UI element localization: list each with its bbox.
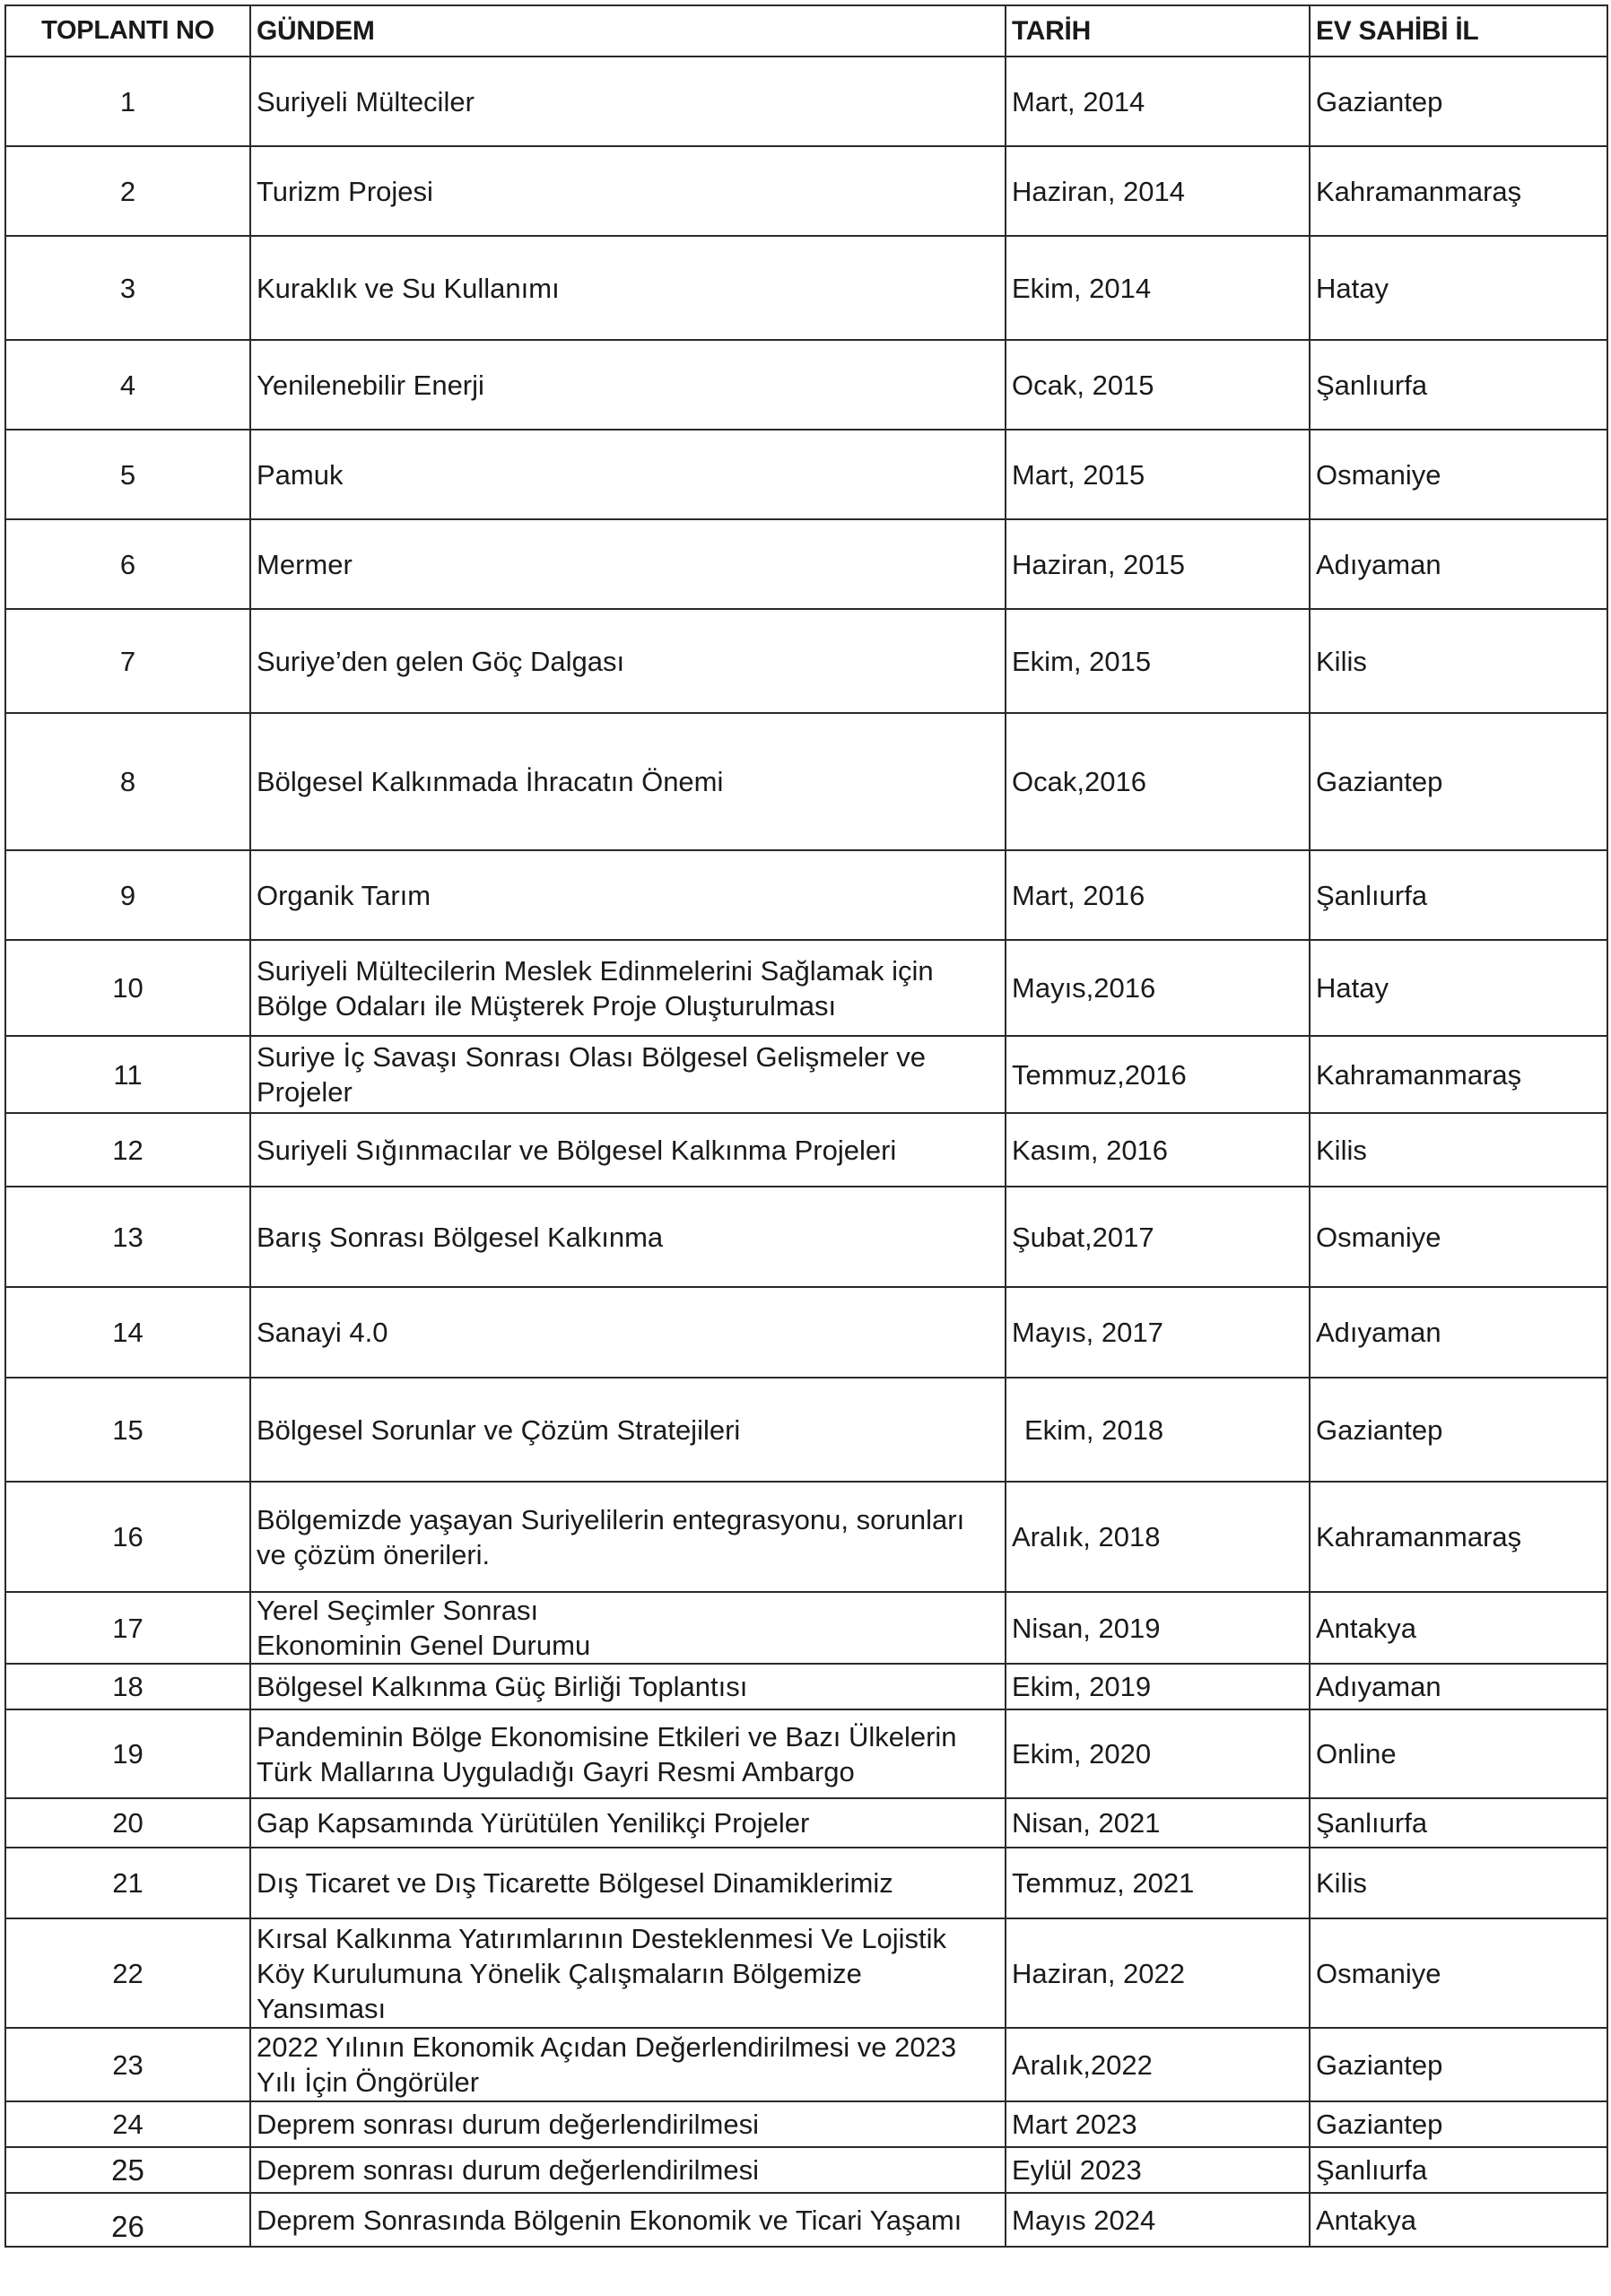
table-row: [5, 519, 1607, 609]
table-row: [5, 236, 1607, 340]
agenda-line: Ekonominin Genel Durumu: [257, 1630, 591, 1661]
agenda-line: Bölgemizde yaşayan Suriyelilerin entegrasyonu, sorunları: [257, 1503, 965, 1535]
host-city-cell: Kilis: [1310, 1113, 1607, 1187]
meeting-no-cell: 21: [5, 1848, 250, 1918]
date-text: Mayıs, 2017: [1012, 1317, 1163, 1348]
date-cell: [1006, 1592, 1310, 1664]
date-text: Mart 2023: [1012, 2109, 1137, 2140]
date-cell: [1006, 57, 1310, 146]
meeting-no-cell: 22: [5, 1918, 250, 2028]
host-city-cell: Kahramanmaraş: [1310, 1482, 1607, 1592]
date-cell: [1006, 430, 1310, 519]
host-city-cell: Gaziantep: [1310, 2101, 1607, 2147]
agenda-line: Suriyeli Mültecilerin Meslek Edinmelerini Sağlamak için: [257, 954, 934, 987]
date-cell: [1006, 2101, 1310, 2147]
date-cell: [1006, 1709, 1310, 1798]
agenda-line: Deprem Sonrasında Bölgenin Ekonomik ve Ticari Yaşamı: [257, 2204, 962, 2236]
agenda-line: Suriye İç Savaşı Sonrası Olası Bölgesel Gelişmeler ve: [257, 1041, 927, 1073]
date-text: Haziran, 2022: [1012, 1957, 1186, 1989]
meeting-no-cell: 1: [5, 57, 250, 146]
agenda-line: Bölgesel Kalkınma Güç Birliği Toplantısı: [257, 1671, 748, 1702]
agenda-cell: [250, 236, 1006, 340]
date-text: Ekim, 2020: [1012, 1738, 1152, 1770]
date-text: Ekim, 2019: [1012, 1671, 1152, 1702]
agenda-line: Deprem sonrası durum değerlendirilmesi: [257, 2154, 759, 2186]
agenda-cell: [250, 609, 1006, 713]
host-city-cell: Kilis: [1310, 1848, 1607, 1918]
host-city-cell: Hatay: [1310, 940, 1607, 1036]
table-row: [5, 57, 1607, 146]
agenda-cell: [250, 713, 1006, 850]
meeting-no-cell: 15: [5, 1378, 250, 1482]
host-city-cell: Kahramanmaraş: [1310, 146, 1607, 236]
date-text: Mayıs,2016: [1012, 972, 1156, 1004]
agenda-line: Barış Sonrası Bölgesel Kalkınma: [257, 1221, 664, 1253]
agenda-line: Yenilenebilir Enerji: [257, 369, 484, 401]
agenda-cell: [250, 1918, 1006, 2028]
date-cell: [1006, 940, 1310, 1036]
agenda-cell: [250, 2147, 1006, 2193]
table-header-row: [5, 5, 1607, 57]
date-text: Ekim, 2018: [1024, 1413, 1164, 1446]
agenda-cell: [250, 2101, 1006, 2147]
table-row: [5, 2028, 1607, 2101]
agenda-line: Köy Kurulumuna Yönelik Çalışmaların Bölgemize: [257, 1957, 862, 1989]
host-city-cell: Antakya: [1310, 2193, 1607, 2247]
date-cell: [1006, 146, 1310, 236]
meeting-no-cell: 25: [5, 2147, 250, 2193]
date-cell: [1006, 1848, 1310, 1918]
table-row: [5, 1848, 1607, 1918]
date-text: Haziran, 2014: [1012, 175, 1186, 207]
table-row: [5, 609, 1607, 713]
date-text: Mart, 2014: [1012, 85, 1145, 117]
date-text: Ocak,2016: [1012, 766, 1146, 797]
table-row: [5, 146, 1607, 236]
date-text: Aralık, 2018: [1012, 1521, 1161, 1552]
meeting-no-cell: 26: [5, 2193, 250, 2247]
header-meeting-no: TOPLANTI NO: [5, 5, 250, 57]
agenda-line: Suriyeli Sığınmacılar ve Bölgesel Kalkınma Projeleri: [257, 1134, 897, 1166]
date-cell: [1006, 1378, 1310, 1482]
date-cell: [1006, 1798, 1310, 1848]
agenda-cell: [250, 1187, 1006, 1287]
date-text: Aralık,2022: [1012, 2048, 1153, 2081]
date-cell: [1006, 1287, 1310, 1378]
date-text: Ocak, 2015: [1012, 369, 1154, 401]
table-row: [5, 1664, 1607, 1709]
agenda-line: Mermer: [257, 548, 353, 580]
agenda-line: Kırsal Kalkınma Yatırımlarının Desteklenmesi Ve Lojistik: [257, 1922, 946, 1954]
host-city-cell: Osmaniye: [1310, 1918, 1607, 2028]
host-city-cell: Şanlıurfa: [1310, 850, 1607, 940]
agenda-cell: [250, 940, 1006, 1036]
date-cell: [1006, 340, 1310, 430]
agenda-line: Bölgesel Sorunlar ve Çözüm Stratejileri: [257, 1413, 741, 1446]
meeting-no-cell: 9: [5, 850, 250, 940]
agenda-line: Turizm Projesi: [257, 175, 433, 207]
meeting-no-cell: 7: [5, 609, 250, 713]
date-cell: [1006, 519, 1310, 609]
meeting-no-cell: 2: [5, 146, 250, 236]
agenda-line: Deprem sonrası durum değerlendirilmesi: [257, 2109, 759, 2140]
agenda-line: Organik Tarım: [257, 879, 431, 911]
agenda-cell: [250, 340, 1006, 430]
agenda-line: Suriye’den gelen Göç Dalgası: [257, 645, 625, 677]
table-row: [5, 430, 1607, 519]
agenda-line: Kuraklık ve Su Kullanımı: [257, 272, 560, 304]
host-city-cell: Hatay: [1310, 236, 1607, 340]
meeting-no-cell: 12: [5, 1113, 250, 1187]
table-row: [5, 1798, 1607, 1848]
agenda-line: Pamuk: [257, 458, 344, 491]
meeting-no-cell: 4: [5, 340, 250, 430]
date-text: Ekim, 2014: [1012, 272, 1152, 304]
date-cell: [1006, 236, 1310, 340]
host-city-cell: Osmaniye: [1310, 430, 1607, 519]
agenda-cell: [250, 430, 1006, 519]
meeting-no-cell: 19: [5, 1709, 250, 1798]
date-cell: [1006, 1187, 1310, 1287]
date-cell: [1006, 2028, 1310, 2101]
table-row: [5, 1113, 1607, 1187]
agenda-line: Pandeminin Bölge Ekonomisine Etkileri ve Bazı Ülkelerin: [257, 1720, 957, 1752]
meeting-no-cell: 17: [5, 1592, 250, 1664]
host-city-cell: Osmaniye: [1310, 1187, 1607, 1287]
table-row: [5, 1187, 1607, 1287]
agenda-line: Projeler: [257, 1076, 353, 1108]
table-row: [5, 340, 1607, 430]
date-cell: [1006, 2147, 1310, 2193]
agenda-line: Yansıması: [257, 1992, 387, 2024]
agenda-cell: [250, 1287, 1006, 1378]
date-text: Haziran, 2015: [1012, 548, 1186, 580]
table-row: [5, 1036, 1607, 1113]
date-text: Ekim, 2015: [1012, 645, 1152, 677]
meeting-no-cell: 13: [5, 1187, 250, 1287]
header-host-city: EV SAHİBİ İL: [1310, 5, 1607, 57]
table-row: [5, 713, 1607, 850]
host-city-cell: Online: [1310, 1709, 1607, 1798]
agenda-cell: [250, 850, 1006, 940]
date-cell: [1006, 713, 1310, 850]
agenda-cell: [250, 146, 1006, 236]
date-cell: [1006, 609, 1310, 713]
date-text: Şubat,2017: [1012, 1221, 1154, 1253]
host-city-cell: Adıyaman: [1310, 519, 1607, 609]
date-text: Temmuz,2016: [1012, 1058, 1187, 1091]
agenda-line: Dış Ticaret ve Dış Ticarette Bölgesel Dinamiklerimiz: [257, 1867, 893, 1899]
date-cell: [1006, 1482, 1310, 1592]
agenda-line: ve çözüm önerileri.: [257, 1538, 491, 1570]
table-row: [5, 1709, 1607, 1798]
agenda-cell: [250, 1709, 1006, 1798]
date-text: Eylül 2023: [1012, 2154, 1142, 2186]
meeting-no-cell: 5: [5, 430, 250, 519]
meeting-no-cell: 23: [5, 2028, 250, 2101]
agenda-line: 2022 Yılının Ekonomik Açıdan Değerlendirilmesi ve 2023: [257, 2031, 957, 2063]
agenda-line: Bölgesel Kalkınmada İhracatın Önemi: [257, 766, 724, 797]
meeting-no-cell: 18: [5, 1664, 250, 1709]
host-city-cell: Adıyaman: [1310, 1664, 1607, 1709]
agenda-line: Yılı İçin Öngörüler: [257, 2066, 480, 2098]
meeting-no-cell: 8: [5, 713, 250, 850]
date-text: Kasım, 2016: [1012, 1134, 1169, 1166]
date-text: Temmuz, 2021: [1012, 1867, 1195, 1899]
agenda-cell: [250, 57, 1006, 146]
date-text: Mart, 2015: [1012, 458, 1145, 491]
meeting-no-cell: 11: [5, 1036, 250, 1113]
table-row: [5, 2193, 1607, 2247]
agenda-cell: [250, 519, 1006, 609]
agenda-line: Gap Kapsamında Yürütülen Yenilikçi Projeler: [257, 1807, 810, 1839]
meeting-no-cell: 14: [5, 1287, 250, 1378]
meeting-no-cell: 3: [5, 236, 250, 340]
table-row: [5, 1378, 1607, 1482]
agenda-line: Suriyeli Mülteciler: [257, 85, 475, 117]
table-row: [5, 940, 1607, 1036]
agenda-cell: [250, 1482, 1006, 1592]
agenda-cell: [250, 1113, 1006, 1187]
header-agenda: GÜNDEM: [250, 5, 1006, 57]
host-city-cell: Şanlıurfa: [1310, 2147, 1607, 2193]
host-city-cell: Gaziantep: [1310, 57, 1607, 146]
table-row: [5, 1918, 1607, 2028]
date-cell: [1006, 1036, 1310, 1113]
host-city-cell: Gaziantep: [1310, 1378, 1607, 1482]
host-city-cell: Adıyaman: [1310, 1287, 1607, 1378]
agenda-cell: [250, 1378, 1006, 1482]
date-cell: [1006, 850, 1310, 940]
table-row: [5, 850, 1607, 940]
meeting-no-cell: 20: [5, 1798, 250, 1848]
agenda-cell: [250, 1664, 1006, 1709]
date-text: Nisan, 2019: [1012, 1612, 1161, 1644]
agenda-line: Sanayi 4.0: [257, 1317, 388, 1348]
table-row: [5, 1287, 1607, 1378]
agenda-line: Bölge Odaları ile Müşterek Proje Oluşturulması: [257, 989, 837, 1022]
host-city-cell: Kahramanmaraş: [1310, 1036, 1607, 1113]
date-cell: [1006, 1664, 1310, 1709]
agenda-cell: [250, 1592, 1006, 1664]
agenda-line: Yerel Seçimler Sonrası: [257, 1595, 539, 1626]
table-row: [5, 1482, 1607, 1592]
agenda-cell: [250, 1848, 1006, 1918]
meeting-no-cell: 24: [5, 2101, 250, 2147]
date-cell: [1006, 1113, 1310, 1187]
date-text: Mart, 2016: [1012, 879, 1145, 911]
date-cell: [1006, 1918, 1310, 2028]
agenda-cell: [250, 2028, 1006, 2101]
agenda-cell: [250, 2193, 1006, 2247]
header-date: TARİH: [1006, 5, 1310, 57]
date-text: Nisan, 2021: [1012, 1807, 1161, 1839]
date-text: Mayıs 2024: [1012, 2204, 1156, 2236]
meetings-table: [4, 4, 1608, 2248]
date-cell: [1006, 2193, 1310, 2247]
host-city-cell: Şanlıurfa: [1310, 340, 1607, 430]
host-city-cell: Kilis: [1310, 609, 1607, 713]
host-city-cell: Antakya: [1310, 1592, 1607, 1664]
agenda-cell: [250, 1798, 1006, 1848]
meeting-no-cell: 16: [5, 1482, 250, 1592]
meeting-no-cell: 10: [5, 940, 250, 1036]
host-city-cell: Gaziantep: [1310, 2028, 1607, 2101]
table-row: [5, 1592, 1607, 1664]
agenda-cell: [250, 1036, 1006, 1113]
host-city-cell: Gaziantep: [1310, 713, 1607, 850]
table-row: [5, 2147, 1607, 2193]
meeting-no-cell: 6: [5, 519, 250, 609]
table-row: [5, 2101, 1607, 2147]
agenda-line: Türk Mallarına Uyguladığı Gayri Resmi Ambargo: [257, 1755, 855, 1787]
host-city-cell: Şanlıurfa: [1310, 1798, 1607, 1848]
